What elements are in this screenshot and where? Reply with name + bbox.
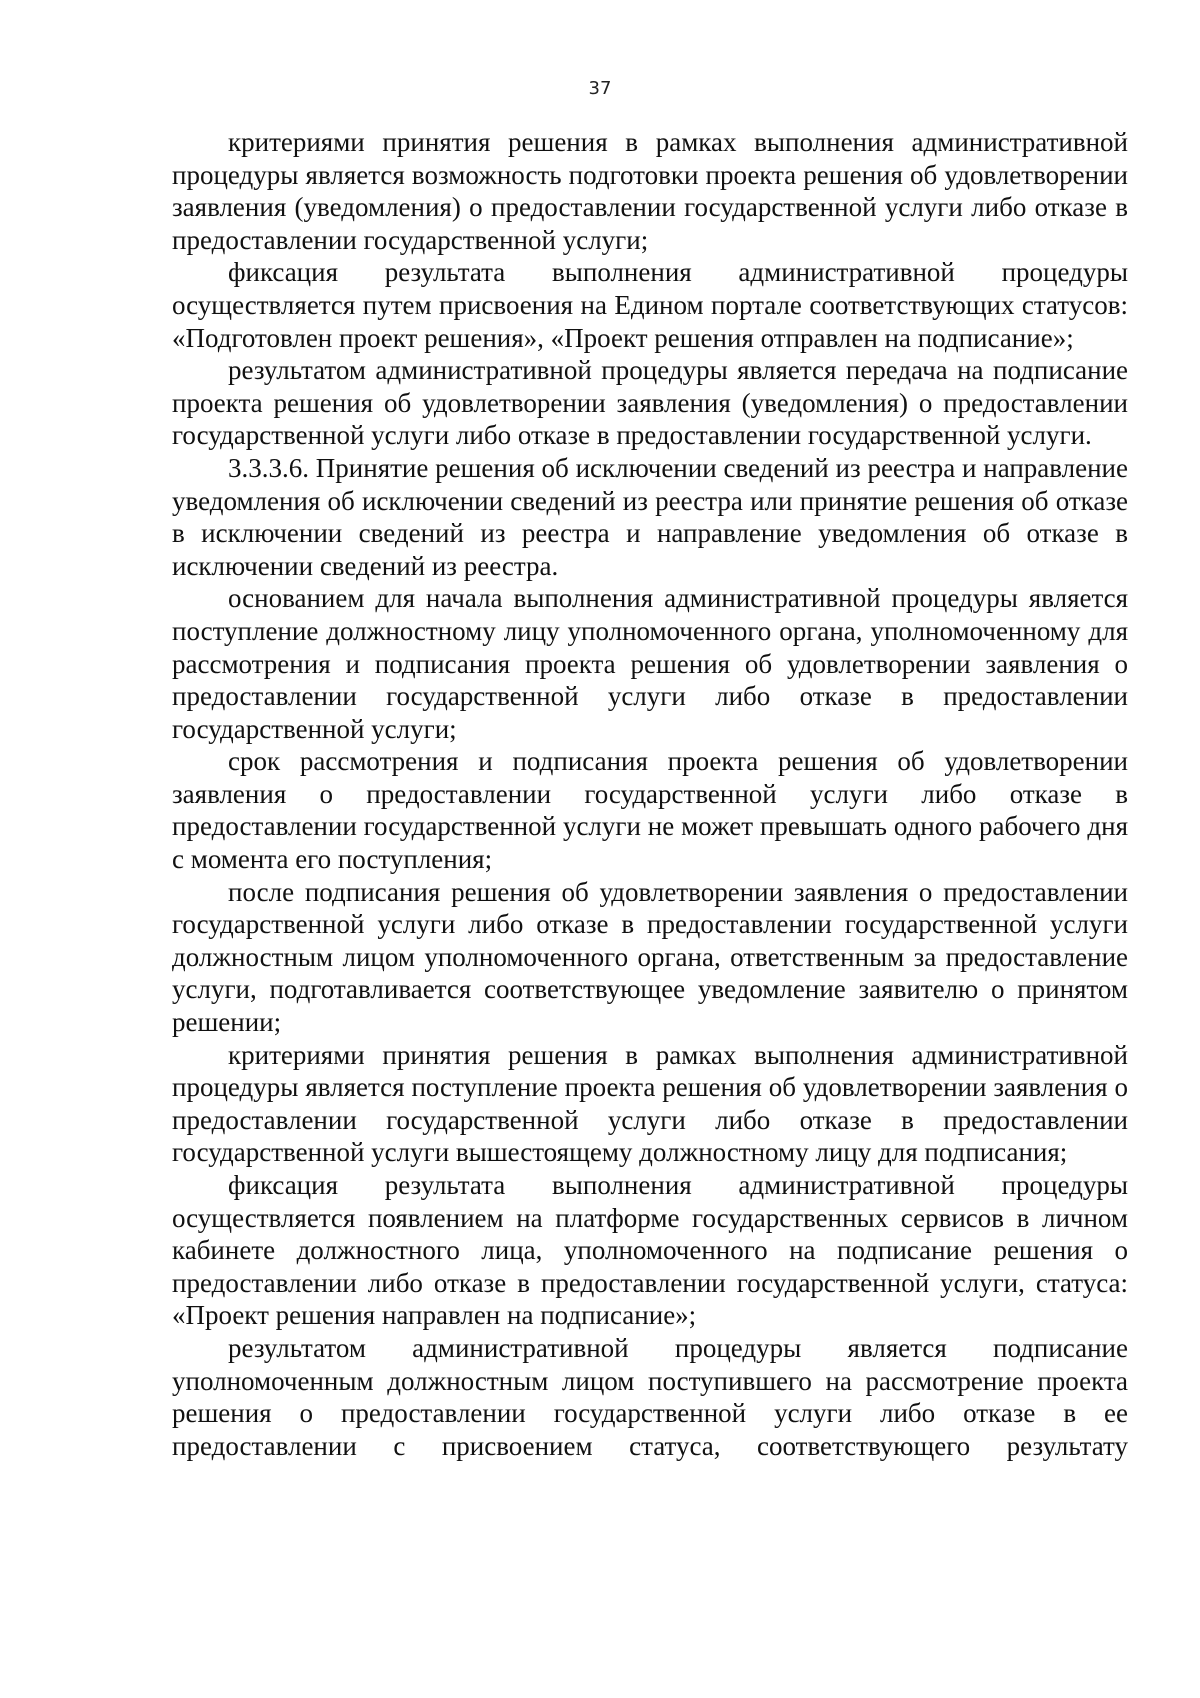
paragraph: результатом административной процедуры является передача на подписание проекта решения об удовлетворении заявления (уведомления) о предоставлении государственной услуги либо отказе в предоставлении государственной услуги. <box>172 355 1128 451</box>
paragraph: 3.3.3.6. Принятие решения об исключении сведений из реестра и направление уведомления об исключении сведений из реестра или принятие решения об отказе в исключении сведений из реестра и направление уведомления об отказе в исключении сведений из реестра. <box>172 452 1128 581</box>
paragraph: срок рассмотрения и подписания проекта решения об удовлетворении заявления о предоставлении государственной услуги либо отказе в предоставлении государственной услуги не может превышать одного рабочего дня с момента его поступления; <box>172 746 1128 875</box>
paragraph: после подписания решения об удовлетворении заявления о предоставлении государственной услуги либо отказе в предоставлении государственной услуги должностным лицом уполномоченного органа, ответственным за предоставление услуги, подготавливается соответствующее уведомление заявителю о принятом решении; <box>172 876 1128 1038</box>
paragraph: фиксация результата выполнения административной процедуры осуществляется путем присвоения на Едином портале соответствующих статусов: «Подготовлен проект решения», «Проект решения отправлен на подписание»; <box>172 257 1128 353</box>
paragraph: критериями принятия решения в рамках выполнения административной процедуры является возможность подготовки проекта решения об удовлетворении заявления (уведомления) о предоставлении государственной услуги либо отказе в предоставлении государственной услуги; <box>172 127 1128 255</box>
page-number: 37 <box>588 78 612 99</box>
document-body <box>172 126 1128 1462</box>
paragraph: фиксация результата выполнения административной процедуры осуществляется появлением на платформе государственных сервисов в личном кабинете должностного лица, уполномоченного на подписание решения о предоставлении либо отказе в предоставлении государственной услуги, статуса: «Проект решения направлен на подписание»; <box>172 1170 1128 1331</box>
paragraph: основанием для начала выполнения административной процедуры является поступление должностному лицу уполномоченного органа, уполномоченному для рассмотрения и подписания проекта решения об удовлетворении заявления о предоставлении государственной услуги либо отказе в предоставлении государственной услуги; <box>172 583 1128 744</box>
paragraph: критериями принятия решения в рамках выполнения административной процедуры является поступление проекта решения об удовлетворении заявления о предоставлении государственной услуги либо отказе в предоставлении государственной услуги вышестоящему должностному лицу для подписания; <box>172 1039 1128 1168</box>
paragraph: результатом административной процедуры является подписание уполномоченным должностным лицом поступившего на рассмотрение проекта решения о предоставлении государственной услуги либо отказе в ее предоставлении с присвоением статуса, соответствующего результату <box>172 1332 1128 1461</box>
